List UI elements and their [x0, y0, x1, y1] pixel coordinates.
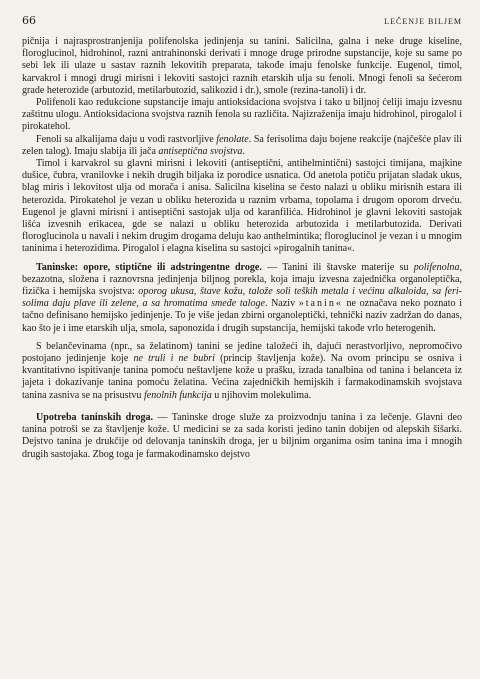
- text-run: , bezazotna, složena i raznovrsna jedinjenja biljnog porekla, koja imaju izvesna zajednička organoleptička, fizička i hemijska svojstva:: [22, 261, 462, 298]
- spaced-term: »tanin«: [298, 298, 343, 310]
- italic-term: fenolnih funkcija: [143, 389, 212, 401]
- paragraph-7: [22, 412, 462, 461]
- text-run: S belančevinama (npr., sa želatinom) tanini se jedine taložeći ih, dajući nerastvorljivo, nepromočivo postojano jedinjenje koje: [22, 340, 462, 365]
- text-run: Timol i karvakrol su glavni mirisni i lekoviti (antiseptični, antihelmintični) sastojci timijana, majkine dušice, čubra, vranilovke i nekih drugih biljaka iz porodice usnatica. Od anetola potiču prijatan sladak ukus, blag miris i lekovitost ulja od morača i anisa. Salicilna kiselina se često nalazi u obliku mirisnih estara ili heterozida. Pirokatehol je vezan u obliku heterozida u raznim vrbama, topolama i drugom oporom drveću. Eugenol je glavni mirisni i antiseptični sastojak ulja od karanfilića. Hidrohinol je glavni lekoviti sastojak lišća izvesnih erikacea, gde se nalazi u obliku heterozida arbutozida i metilarbutozida. Derivati floroglucinola u navali i nekim drugim drogama deluju kao anthelmintika; floroglucinol je vezan i u mnogim taninima i heterozidima. Pirogalol i elagna kiselina su sastojci »pirogalnih tanina«.: [22, 158, 462, 255]
- text-run: ne označava neko poznato i tačno definisano hemijsko jedinjenje. To je više jedan zbirni organoleptički, tehnički naziv zadržan do danas, kao što je i ime etarskih ulja, smola, saponozida i drugih supstancija, hemijski takođe vrlo heterogenih.: [22, 298, 462, 334]
- text-run: — Taninske droge služe za proizvodnju tanina i za lečenje. Glavni deo tanina potroši se za štavljenje kože. U medicini se za sada koristi jedino tanin dobijen od alepskih šišarki. Dejstvo tanina je drukčije od delovanja taninskih droga, jer u biljnim organima osim tanina ima i mnogih drugih sastojaka. Zbog toga je farmakodinamsko dejstvo: [22, 411, 462, 460]
- text-run: .: [242, 145, 245, 157]
- text-run: u njihovim molekulima.: [211, 389, 312, 401]
- italic-term: fenolate: [216, 133, 249, 145]
- page-header: [22, 14, 462, 30]
- section-heading-tannin-drugs: Taninske: opore, stiptične ili adstringentne droge.: [36, 261, 262, 273]
- paragraph-6: [22, 341, 462, 402]
- paragraph-2: [22, 97, 462, 134]
- italic-term: polifenolna: [413, 261, 460, 273]
- text-run: — Tanini ili štavske materije su: [261, 261, 414, 273]
- text-run: (princip štavljenja kože). Na ovom principu se osniva i kvantitativno ispitivanje tanina pomoću neštavljene kože u prašku, izrada tanalbina od tanina i belanceta iz jajeta i dokazivanje tanina pomoću želatina. Većina zajedničkih hemijskih i farmakodinamskih svojstava tanina zasniva se na prisustvu: [22, 353, 462, 401]
- paragraph-1: [22, 36, 462, 97]
- italic-term: ne truli i ne bubri: [133, 353, 215, 365]
- paragraph-5: [22, 262, 462, 335]
- paragraph-4: [22, 158, 462, 256]
- text-run: Polifenoli kao redukcione supstancije imaju antioksidaciona svojstva i tako u biljnoj ćeliji imaju izvesnu zaštitnu ulogu. Antioksidaciona svojstva raznih fenola su različita. Najizraženija imaju hidrohinol, pirogalol i pirokatehol.: [22, 97, 462, 133]
- running-title: LEČENJE BILJEM: [384, 17, 462, 26]
- paragraph-3: [22, 134, 462, 158]
- italic-term: antiseptična svojstva: [158, 145, 243, 157]
- section-heading-usage: Upotreba taninskih droga.: [36, 411, 154, 423]
- page-body: [22, 36, 462, 461]
- italic-term: oporog ukusa, štave kožu, talože soli teških metala i većinu alkaloida, sa feri-solima daju plave ili zelene, a sa hromatima smeđe taloge: [22, 286, 462, 310]
- text-run: Fenoli sa alkalijama daju u vodi rastvorljive: [36, 133, 217, 145]
- text-run: . Sa ferisolima daju bojene reakcije (najčešće plav ili zelen talog). Imaju slabija ili jača: [22, 133, 462, 157]
- text-run: pičnija i najrasprostranjenija polifenolska jedinjenja su tanini. Salicilna, galna i neke druge kiseline, floroglucinol, hidrohinol, razni antrahinonski derivati i mnoge druge prirodne supstancije, koje su same po sebi lek ili ulaze u sastav raznih lekovitih preparata, takođe imaju fenolske funkcije. Eugenol, timol, karvakrol i mnogi drugi mirisni i lekoviti sastojci raznih etarskih ulja su fenoli. Mnogi fenoli sa šećerom grade heterozide (arbutozid, metilarbutozid, salikozid i dr.), smole (rezina-tanoli) i dr.: [22, 36, 462, 96]
- page-number: 66: [22, 14, 36, 27]
- text-run: . Naziv: [264, 298, 299, 310]
